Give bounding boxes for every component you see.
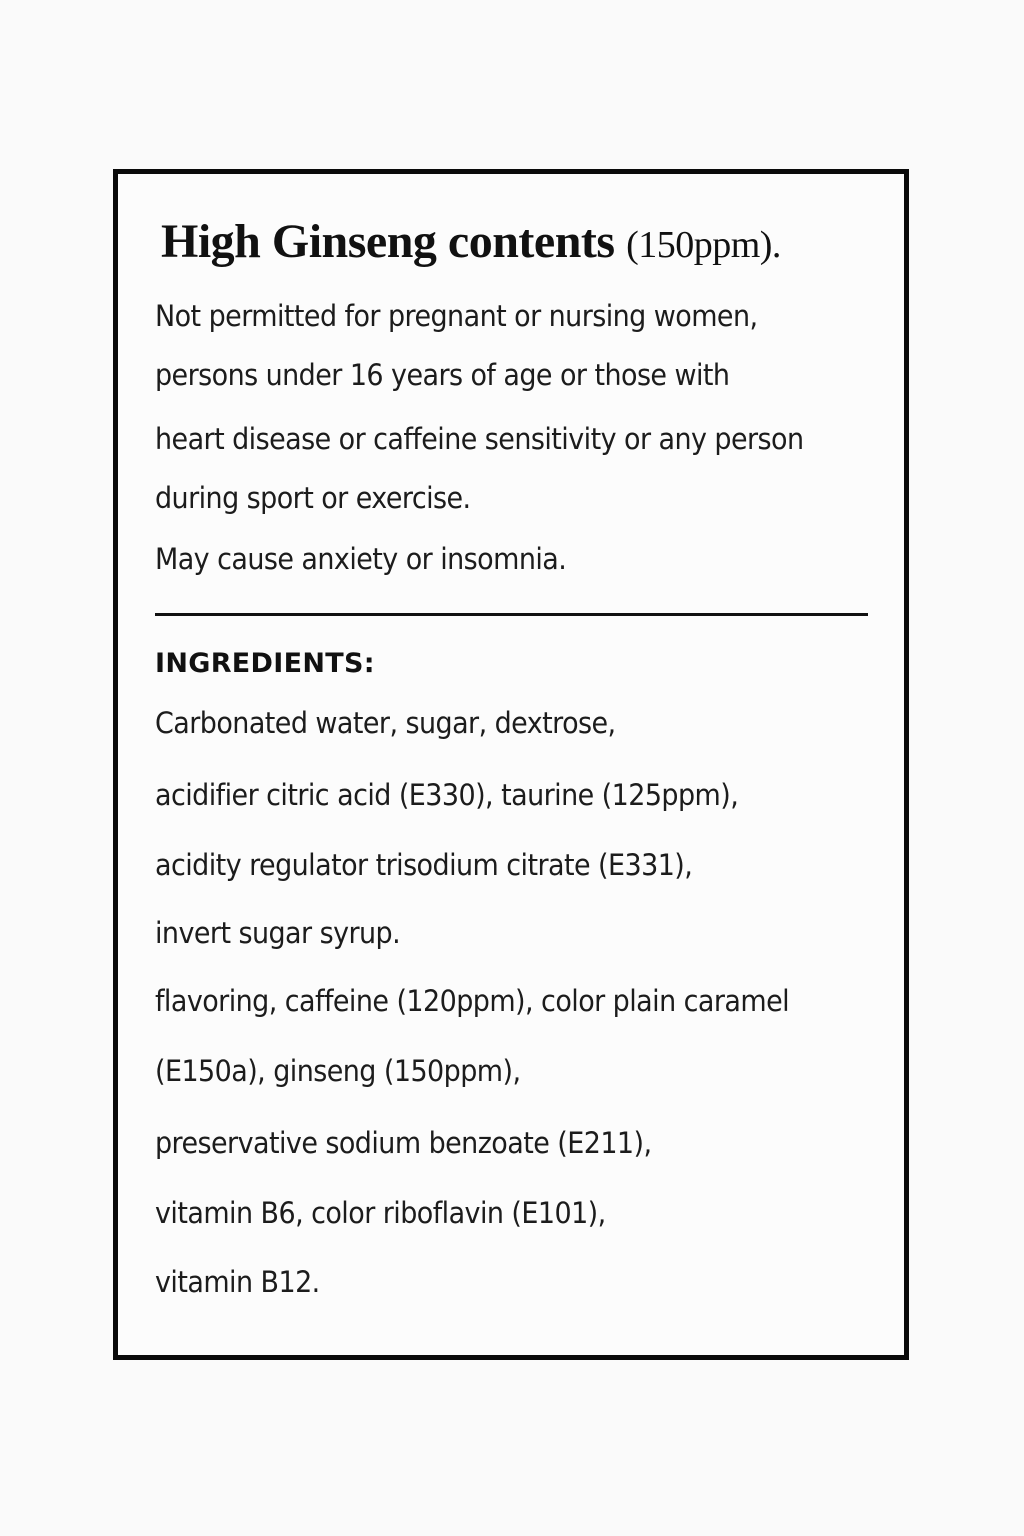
ingredients-heading: INGREDIENTS: — [155, 648, 375, 679]
warning-line: during sport or exercise. — [155, 481, 471, 515]
ingredient-line: Carbonated water, sugar, dextrose, — [155, 706, 616, 740]
ingredient-line: (E150a), ginseng (150ppm), — [155, 1054, 521, 1088]
ingredient-line: preservative sodium benzoate (E211), — [155, 1126, 652, 1160]
warning-line: Not permitted for pregnant or nursing women, — [155, 299, 758, 333]
ingredient-line: acidity regulator trisodium citrate (E331), — [155, 848, 693, 882]
product-label — [113, 169, 909, 1360]
ingredient-line: flavoring, caffeine (120ppm), color plain caramel — [155, 984, 790, 1018]
label-title — [161, 214, 781, 269]
warning-line: May cause anxiety or insomnia. — [155, 542, 567, 576]
ingredient-line: vitamin B12. — [155, 1265, 320, 1299]
title-main: High Ginseng contents — [161, 215, 615, 268]
ingredient-line: vitamin B6, color riboflavin (E101), — [155, 1196, 606, 1230]
warning-line: persons under 16 years of age or those with — [155, 358, 730, 392]
warning-line: heart disease or caffeine sensitivity or any person — [155, 422, 804, 456]
section-divider — [155, 613, 868, 616]
ingredient-line: acidifier citric acid (E330), taurine (125ppm), — [155, 778, 739, 812]
ingredient-line: invert sugar syrup. — [155, 916, 401, 950]
title-quantity: (150ppm). — [626, 224, 781, 266]
